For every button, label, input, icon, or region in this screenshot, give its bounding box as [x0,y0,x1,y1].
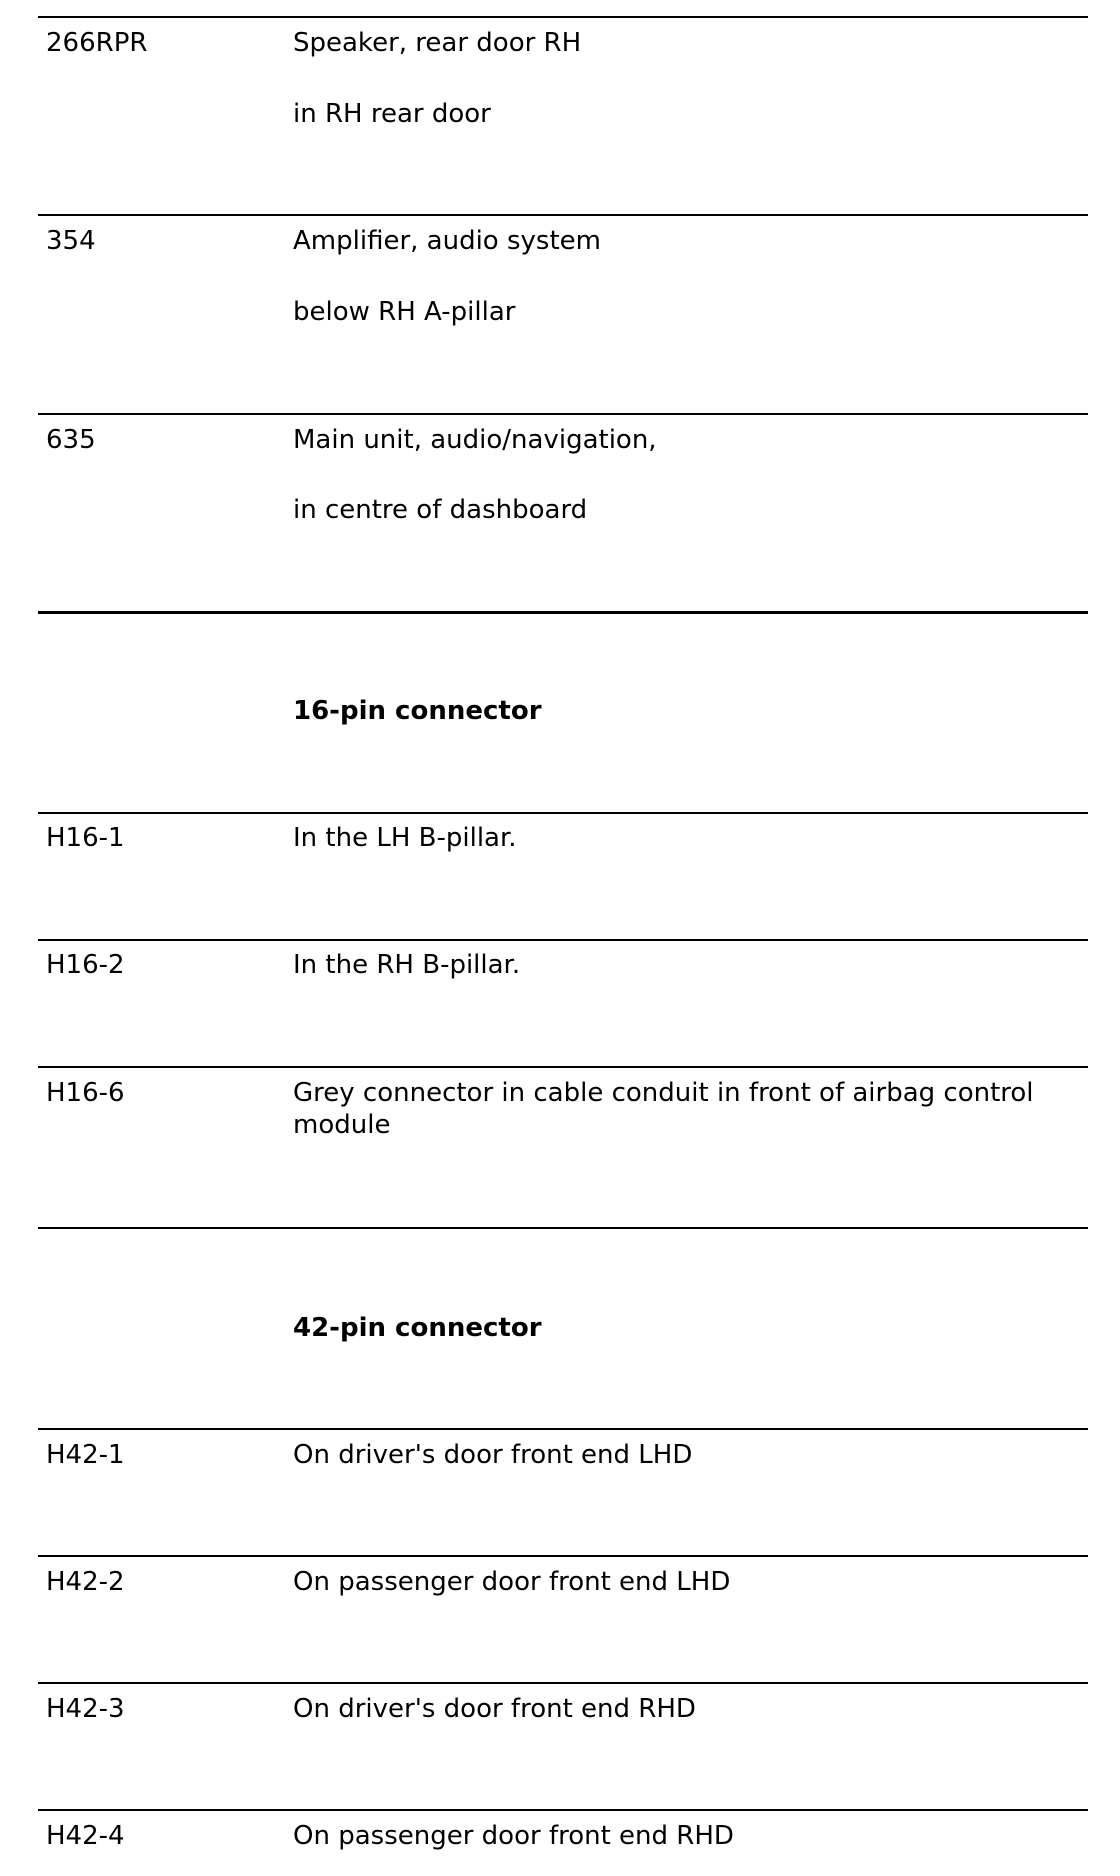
connector-code: H16-6 [46,1078,125,1108]
row-divider [38,1809,1088,1811]
connector-location: In the RH B-pillar. [293,950,521,980]
connector-location: On driver's door front end RHD [293,1694,696,1724]
row-divider [38,413,1088,415]
row-divider [38,1428,1088,1430]
row-divider [38,1682,1088,1684]
connector-location: In the LH B-pillar. [293,823,517,853]
row-divider [38,939,1088,941]
connector-code: H16-2 [46,950,125,980]
section-heading-16-pin: 16-pin connector [293,696,542,726]
component-description: Speaker, rear door RH [293,28,582,58]
component-location: in RH rear door [293,99,491,129]
connector-location: Grey connector in cable conduit in front of airbag control module [293,1078,1034,1140]
component-code: 266RPR [46,28,148,58]
component-description: Main unit, audio/navigation, [293,425,657,455]
section-divider [38,1227,1088,1229]
section-heading-42-pin: 42-pin connector [293,1313,542,1343]
connector-code: H42-3 [46,1694,125,1724]
connector-location: On passenger door front end RHD [293,1821,734,1851]
row-divider [38,812,1088,814]
connector-code: H16-1 [46,823,125,853]
component-location: below RH A-pillar [293,297,516,327]
connector-location: On driver's door front end LHD [293,1440,693,1470]
component-code: 635 [46,425,96,455]
row-divider [38,1066,1088,1068]
connector-code: H42-1 [46,1440,125,1470]
component-description: Amplifier, audio system [293,226,601,256]
component-code: 354 [46,226,96,256]
connector-code: H42-4 [46,1821,125,1851]
component-location: in centre of dashboard [293,495,588,525]
connector-code: H42-2 [46,1567,125,1597]
row-divider [38,16,1088,18]
row-divider [38,214,1088,216]
connector-location: On passenger door front end LHD [293,1567,731,1597]
row-divider [38,1555,1088,1557]
section-divider [38,611,1088,614]
